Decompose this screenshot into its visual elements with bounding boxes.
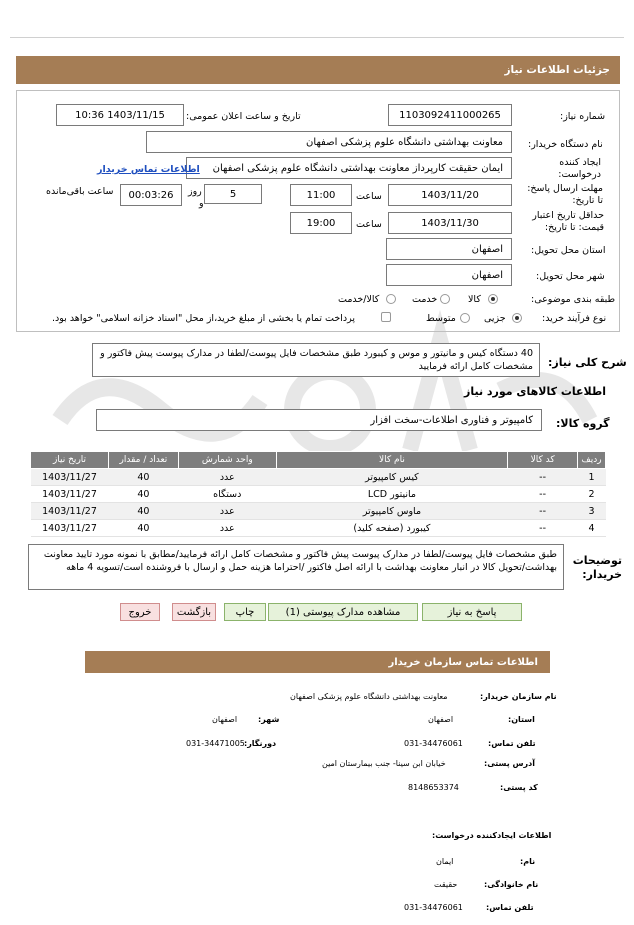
announce-label: تاریخ و ساعت اعلان عمومی:: [186, 111, 301, 122]
goods-info-heading: اطلاعات کالاهای مورد نیاز: [464, 385, 606, 398]
cat-goods-service-label: کالا/خدمت: [338, 294, 380, 305]
proc-partial-label: جزیی: [484, 313, 506, 324]
first-name-label: نام:: [520, 857, 536, 866]
validity-time-field: 19:00: [290, 212, 352, 234]
days-field: 5: [204, 184, 262, 204]
table-row: 4 -- کیبورد (صفحه کلید) عدد 40 1403/11/27: [31, 520, 606, 537]
remaining-label: ساعت باقی‌مانده: [46, 186, 114, 197]
postal-label: کد پستی:: [500, 783, 538, 792]
buyer-notes-label: توضیحات خریدار:: [572, 554, 622, 581]
city-contact-label: شهر:: [258, 715, 280, 724]
goods-group-label: گروه کالا:: [556, 417, 610, 430]
announce-field: 1403/11/15 10:36: [56, 104, 184, 126]
buyer-contact-link[interactable]: اطلاعات تماس خریدار: [97, 164, 200, 175]
phone-value: 031-34476061: [404, 739, 463, 748]
need-number-field: 1103092411000265: [388, 104, 512, 126]
first-name-value: ایمان: [436, 857, 454, 866]
phone-label: تلفن تماس:: [488, 739, 536, 748]
col-name: نام کالا: [276, 452, 508, 469]
col-code: کد کالا: [508, 452, 578, 469]
contact-header: [85, 651, 550, 673]
province-field: اصفهان: [386, 238, 512, 260]
table-row: 1 -- کیس کامپیوتر عدد 40 1403/11/27: [31, 469, 606, 486]
deadline-label: مهلت ارسال پاسخ: تا تاریخ:: [527, 183, 603, 206]
province-contact-value: اصفهان: [428, 715, 454, 724]
creator-info-title: اطلاعات ایجادکننده درخواست:: [432, 831, 552, 840]
summary-text: 40 دستگاه کیس و مانیتور و موس و کیبورد طبق مشخصات فایل پیوست/لطفا در مدارک پیوست پیش فاکتور و مشخصات کامل ارائه فرمایید: [100, 348, 533, 372]
creator-field: ایمان حقیقت کارپرداز معاونت بهداشتی دانشگاه علوم پزشکی اصفهان: [186, 157, 512, 179]
fax-label: دورنگار:: [244, 739, 277, 748]
print-button[interactable]: چاپ: [224, 603, 266, 621]
postal-value: 8148653374: [408, 783, 459, 792]
goods-table: [30, 451, 606, 537]
buyer-notes-text: طبق مشخصات فایل پیوست/لطفا در مدارک پیوست پیش فاکتور و مشخصات کامل ارائه فرمایید/مطابق با نمونه مورد تایید معاونت بهداشت/تحویل کالا در انبار معاونت بهداشت با ارائه اصل فاکتور /احتراما هزینه حمل و ارسال با فروشنده است/تسویه 4 ماهه: [43, 549, 557, 573]
col-qty: تعداد / مقدار: [108, 452, 178, 469]
org-value: معاونت بهداشتی دانشگاه علوم پزشکی اصفهان: [290, 692, 448, 701]
summary-box: [92, 343, 540, 377]
proc-medium-label: متوسط: [426, 313, 456, 324]
back-button[interactable]: بازگشت: [172, 603, 216, 621]
table-row: 2 -- مانیتور LCD دستگاه 40 1403/11/27: [31, 486, 606, 503]
last-name-label: نام خانوادگی:: [484, 880, 539, 889]
province-label: استان محل تحویل:: [531, 245, 606, 256]
buyer-notes-box: [28, 544, 564, 590]
last-name-value: حقیقت: [434, 880, 458, 889]
top-divider: [10, 37, 624, 38]
and-label: و: [199, 198, 204, 209]
address-value: خیابان ابن سینا- جنب بیمارستان امین: [322, 759, 446, 768]
fax-value: 031-34471005: [186, 739, 245, 748]
cat-goods-label: کالا: [468, 294, 481, 305]
address-label: آدرس پستی:: [484, 759, 535, 768]
page-title: جزئیات اطلاعات نیاز: [504, 64, 610, 76]
validity-time-label: ساعت: [356, 219, 382, 230]
days-label: روز: [188, 186, 202, 197]
deadline-date-field: 1403/11/20: [388, 184, 512, 206]
col-unit: واحد شمارش: [178, 452, 276, 469]
page-header: [16, 56, 620, 84]
cat-goods-radio[interactable]: [488, 294, 498, 304]
cat-goods-service-radio[interactable]: [386, 294, 396, 304]
cat-service-radio[interactable]: [440, 294, 450, 304]
summary-label: شرح کلی نیاز:: [548, 356, 627, 369]
org-label: نام سازمان خریدار:: [480, 692, 557, 701]
cat-service-label: خدمت: [412, 294, 438, 305]
city-field: اصفهان: [386, 264, 512, 286]
validity-label: حداقل تاریخ اعتبار قیمت: تا تاریخ:: [532, 210, 604, 233]
deadline-time-field: 11:00: [290, 184, 352, 206]
process-label: نوع فرآیند خرید:: [542, 313, 607, 324]
province-contact-label: استان:: [508, 715, 535, 724]
buyer-field: معاونت بهداشتی دانشگاه علوم پزشکی اصفهان: [146, 131, 512, 153]
payment-note: پرداخت تمام یا بخشی از مبلغ خرید،از محل "اسناد خزانه اسلامی" خواهد بود.: [52, 313, 355, 324]
creator-phone-value: 031-34476061: [404, 903, 463, 912]
remaining-time-field: 00:03:26: [120, 184, 182, 206]
buyer-label: نام دستگاه خریدار:: [528, 139, 603, 150]
attachments-button[interactable]: مشاهده مدارک پیوستی (1): [268, 603, 418, 621]
table-row: 3 -- ماوس کامپیوتر عدد 40 1403/11/27: [31, 503, 606, 520]
creator-phone-label: تلفن تماس:: [486, 903, 534, 912]
category-label: طبقه بندی موضوعی:: [531, 294, 616, 305]
need-number-label: شماره نیاز:: [560, 111, 606, 122]
validity-date-field: 1403/11/30: [388, 212, 512, 234]
col-date: تاریخ نیاز: [31, 452, 109, 469]
exit-button[interactable]: خروج: [120, 603, 160, 621]
city-label: شهر محل تحویل:: [536, 271, 605, 282]
table-header-row: [31, 452, 606, 469]
city-contact-value: اصفهان: [212, 715, 238, 724]
creator-label: ایجاد کننده درخواست:: [558, 157, 601, 180]
goods-group-field: کامپیوتر و فناوری اطلاعات-سخت افزار: [96, 409, 542, 431]
proc-partial-radio[interactable]: [512, 313, 522, 323]
deadline-time-label: ساعت: [356, 191, 382, 202]
contact-title: اطلاعات تماس سازمان خریدار: [388, 656, 538, 668]
reply-button[interactable]: پاسخ به نیاز: [422, 603, 522, 621]
payment-checkbox[interactable]: [381, 312, 391, 322]
col-row: ردیف: [578, 452, 606, 469]
proc-medium-radio[interactable]: [460, 313, 470, 323]
